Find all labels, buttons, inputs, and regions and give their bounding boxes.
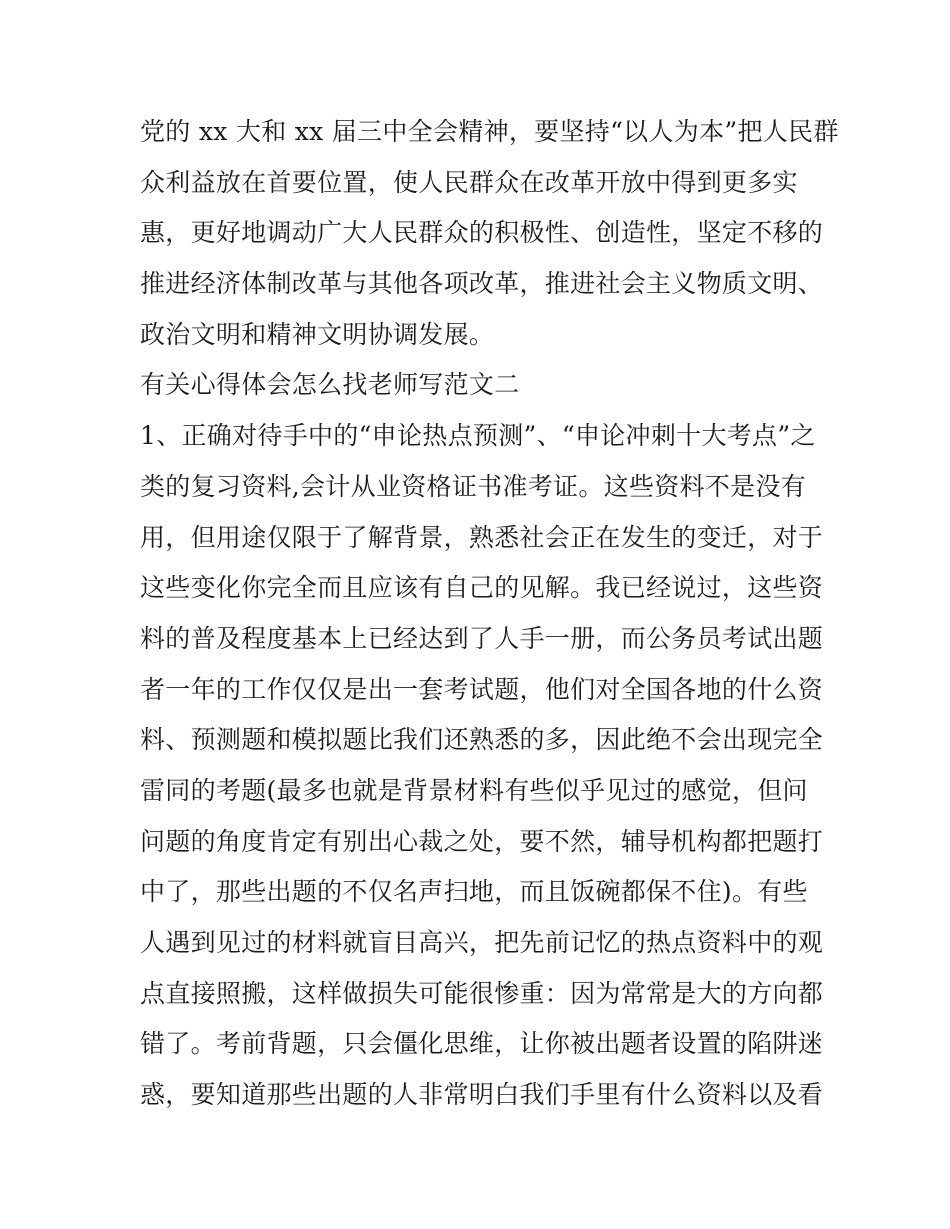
text-line: 中了，那些出题的不仅名声扫地，而且饭碗都保不住)。有些 [140,877,808,907]
text-line: 惠，更好地调动广大人民群众的积极性、创造性，坚定不移的 [140,218,824,248]
text-line: 1、正确对待手中的“申论热点预测”、“申论冲刺十大考点”之 [140,421,816,451]
text-line: 问题的角度肯定有别出心裁之处，要不然，辅导机构都把题打 [140,826,824,856]
text-line: 错了。考前背题，只会僵化思维，让你被出题者设置的陷阱迷 [140,1029,824,1059]
text-line: 点直接照搬，这样做损失可能很惨重：因为常常是大的方向都 [140,978,824,1008]
text-line: 用，但用途仅限于了解背景，熟悉社会正在发生的变迁，对于 [140,522,824,552]
text-line: 雷同的考题(最多也就是背景材料有些似乎见过的感觉，但问 [140,775,808,805]
text-line: 人遇到见过的材料就盲目高兴，把先前记忆的热点资料中的观 [140,928,824,957]
text-line: 惑，要知道那些出题的人非常明白我们手里有什么资料以及看 [140,1080,824,1110]
text-line: 料的普及程度基本上已经达到了人手一册，而公务员考试出题 [140,623,824,653]
body-text [140,107,839,1121]
text-line: 众利益放在首要位置，使人民群众在改革开放中得到更多实 [140,167,798,197]
text-line: 推进经济体制改革与其他各项改革，推进社会主义物质文明、 [140,269,824,299]
text-line: 这些变化你完全而且应该有自己的见解。我已经说过，这些资 [140,573,824,603]
text-line: 类的复习资料,会计从业资格证书准考证。这些资料不是没有 [140,471,807,501]
section-heading: 有关心得体会怎么找老师写范文二 [140,370,520,400]
text-line: 料、预测题和模拟题比我们还熟悉的多，因此绝不会出现完全 [140,725,824,755]
text-line: 者一年的工作仅仅是出一套考试题，他们对全国各地的什么资 [140,674,824,704]
text-line: 政治文明和精神文明协调发展。 [140,319,495,349]
text-line: 党的 xx 大和 xx 届三中全会精神，要坚持“以人为本”把人民群 [140,117,839,146]
